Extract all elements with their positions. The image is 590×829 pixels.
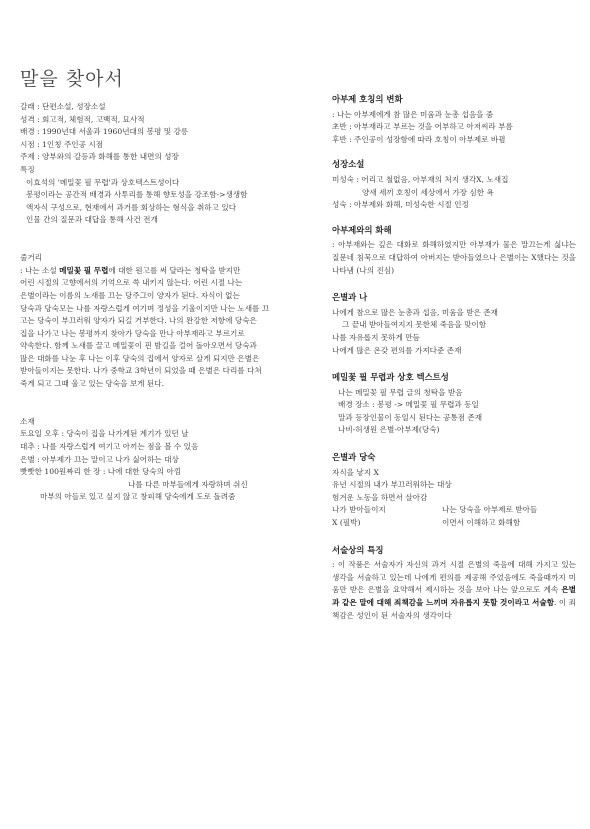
meta-block: [20, 101, 340, 177]
section-line: 양새 세끼 호칭이 세상에서 가장 심한 욕: [362, 187, 494, 197]
feature-item: 인물 간의 질문과 대답을 통해 사건 전개: [26, 215, 158, 225]
material-item: 빳빳한 100원짜리 한 장 : 나에 대한 당숙의 아낌: [20, 467, 182, 477]
section-line: 나에게 많은 온갖 편의를 가져다준 존재: [332, 345, 462, 355]
plot-line: [20, 290, 340, 303]
section-line: 자식을 낳지 X: [332, 467, 379, 477]
cell: X (필박): [332, 518, 361, 528]
document-title: 말을 찾아서: [20, 68, 124, 90]
section-paragraph: [332, 559, 576, 622]
material-heading: 소재: [20, 416, 35, 426]
plot-heading: 줄거리: [20, 253, 43, 263]
section-heading-intertextuality: 메밀꽃 필 무렵과 상호 텍스트성: [332, 372, 449, 383]
cell: 이면서 이해하고 화해함: [442, 518, 521, 528]
section-line: 미성숙 : 어리고 철없음, 아부재의 처지 생각X, 노새집: [332, 174, 509, 184]
section-line: 배경 장소 : 봉평 -> 메밀꽃 필 무렵과 동일: [338, 400, 479, 410]
plot-text-fragment: 죽게 되고 그때 울고 있는 당숙을 보게 된다.: [20, 379, 165, 389]
plot-text-fragment: 집을 나가고 나는 봉평까지 찾아가 당숙을 만나 아부재라고 부르기로: [20, 328, 245, 338]
section-line: 후반 : 주인공이 성장함에 따라 호칭이 아부제로 바뀜: [332, 134, 506, 144]
meta-viewpoint: 시점 : 1인칭 주인공 시점: [20, 139, 104, 149]
plot-text-fragment: 받아들이지는 못한다. 나가 중학교 3학년이 되었을 때 은별은 다리를 다쳐: [20, 366, 262, 376]
section-line: 초반 : 아부재라고 부르는 것을 어부하고 아저씨라 부름: [332, 122, 513, 132]
section-line: 나에게 참으로 많은 눈총과 섭음, 미움을 받은 존재: [332, 307, 499, 317]
left-column: [20, 101, 340, 504]
section-line: 그 끝내 받아들여지지 못한체 죽음을 맞이함: [342, 320, 487, 330]
section-line: 나는 메밀꽃 필 무렵 글의 청탁을 받음: [338, 387, 463, 397]
section-line: [332, 504, 576, 517]
plot-line: [20, 328, 340, 341]
plot-text-fragment: 고는 당숙이 부끄러워 양자가 되길 거부한다. 나의 완강한 저항에 당숙은: [20, 316, 257, 326]
plot-text-fragment: 에 대한 원고를 써 달라는 청탁을 받지만: [108, 265, 241, 275]
paragraph-text: . 이 죄책감은 성인이 된 서술자의 생각이다: [332, 598, 576, 620]
plot-text-fragment: 약속한다. 함께 노새를 끌고 메밀꽃이 핀 밤길을 걸어 돌아오면서 당숙과: [20, 341, 257, 351]
material-subline: 마부의 아들로 있고 싶지 않고 창피해 당숙에게 도로 돌려줌: [40, 492, 236, 502]
plot-line: [20, 340, 340, 353]
section-line: 말과 등장인물이 동일시 된다는 공통점 존재: [338, 412, 483, 422]
material-item: 대추 : 나를 자랑스럽게 여기고 아끼는 점을 볼 수 있음: [20, 442, 199, 452]
feature-item: 봉평이라는 공간적 배경과 사투리를 통해 향토성을 강조함->생생함: [26, 190, 248, 200]
section-heading-eunbyeol-and-uncle: 은별과 당숙: [332, 452, 376, 463]
plot-line: [20, 365, 340, 378]
feature-item: 이효석의 '메밀꽃 필 무렵'과 상호텍스트성이다: [26, 177, 180, 187]
plot-text-fragment: 많은 대화를 나눈 후 나는 이후 당숙의 집에서 양자로 살게 되지만 은별은: [20, 353, 260, 363]
meta-genre: 갈래 : 단편소설, 성장소설: [20, 102, 106, 111]
meta-character: 성격 : 회고적, 체험적, 고백적, 묘사적: [20, 114, 145, 124]
section-heading-eunbyeol-and-me: 은별과 나: [332, 292, 368, 303]
section-heading-growth-novel: 성장소설: [332, 159, 365, 170]
meta-theme: 주제 : 양부와의 갈등과 화해를 통한 내면의 성장: [20, 152, 179, 162]
features-list: [20, 177, 340, 227]
plot-text-fragment: 어린 시절의 고향에서의 기억으로 쓱 내키지 않는다. 어린 시절 나는: [20, 278, 243, 288]
section-heading-title-change: 아부제 호칭의 변화: [332, 94, 403, 104]
section-line: [332, 517, 576, 530]
plot-line: [20, 378, 340, 391]
feature-item: 액자식 구성으로, 현재에서 과거를 회상하는 형식을 취하고 있다: [26, 202, 237, 212]
section-heading-reconciliation: 아부제와의 화해: [332, 224, 392, 235]
cell: 나가 받아들이지: [332, 505, 386, 515]
plot-line: [20, 353, 340, 366]
section-line: : 나는 아부제에게 참 많은 미움과 눈총 섭음을 줌: [332, 109, 494, 119]
material-item: 토요일 오후 : 당숙이 집을 나가게된 계기가 있던 날: [20, 429, 189, 439]
section-line: 험겨운 노동을 하면서 살아감: [332, 492, 428, 502]
section-line: 나를 자유롭지 못하게 만듬: [332, 332, 420, 342]
plot-bold-text: 메밀꽃 필 무렵: [59, 265, 109, 275]
plot-line: [20, 277, 340, 290]
plot-text-fragment: : 나는 소설: [20, 265, 60, 275]
material-item: 은별 : 아부제가 끄는 말이고 나가 싫어하는 대상: [20, 454, 179, 464]
right-column: [332, 93, 576, 622]
plot-line: [20, 303, 340, 316]
section-line: 유년 시절의 내가 부끄러워하는 대상: [332, 480, 452, 490]
cell: 나는 당숙을 아부제로 받아들: [442, 505, 538, 515]
paragraph-bold-text: 은별과 같은 말에 대해 죄책감을 느끼며 자유롭지 못할 것이라고 서술함: [332, 585, 576, 607]
section-line: 성숙 : 아부제와 화해, 미성숙한 시절 인정: [332, 200, 469, 210]
section-line: 나비-허생원 은별-아부제(당숙): [338, 425, 440, 435]
section-heading-narrative-features: 서술상의 특징: [332, 544, 384, 555]
plot-text-fragment: 당숙과 당숙모는 나를 자랑스럽게 여기며 정성을 기울이지만 나는 노새를 끄: [20, 303, 270, 313]
section-paragraph: : 아부재와는 깊은 대화로 화해하였지만 아부재가 물은 말끄는게 싫냐는 질문네 침묵으로 대답하여 아버지는 받아들였으나 은별이는 X했다는 것을 나타냄 (나의 진심): [332, 240, 576, 275]
paragraph-text: : 이 작품은 서술자가 자신의 과거 시절 은별의 죽음에 대해 가지고 있는 생각을 서술하고 있는데 나에게 편의를 제공해 주었음에도 죽을때까지 미움만 받은 은별을 요약해서 제시하는 것을 보아 나는 앞으로도 계속: [332, 560, 576, 595]
meta-setting: 배경 : 1990년대 서울과 1960년대의 봉평 및 강릉: [20, 127, 189, 137]
material-subline: 나를 다른 마부들에게 자랑하며 쉬신: [128, 479, 248, 489]
plot-text-fragment: 은별이라는 이름의 노새를 끄는 당주그이 양자가 된다. 자식이 없는: [20, 290, 240, 300]
meta-features-label: 특징: [20, 164, 35, 174]
plot-line: [20, 315, 340, 328]
plot-line: [20, 265, 340, 278]
plot-text: [20, 265, 340, 391]
